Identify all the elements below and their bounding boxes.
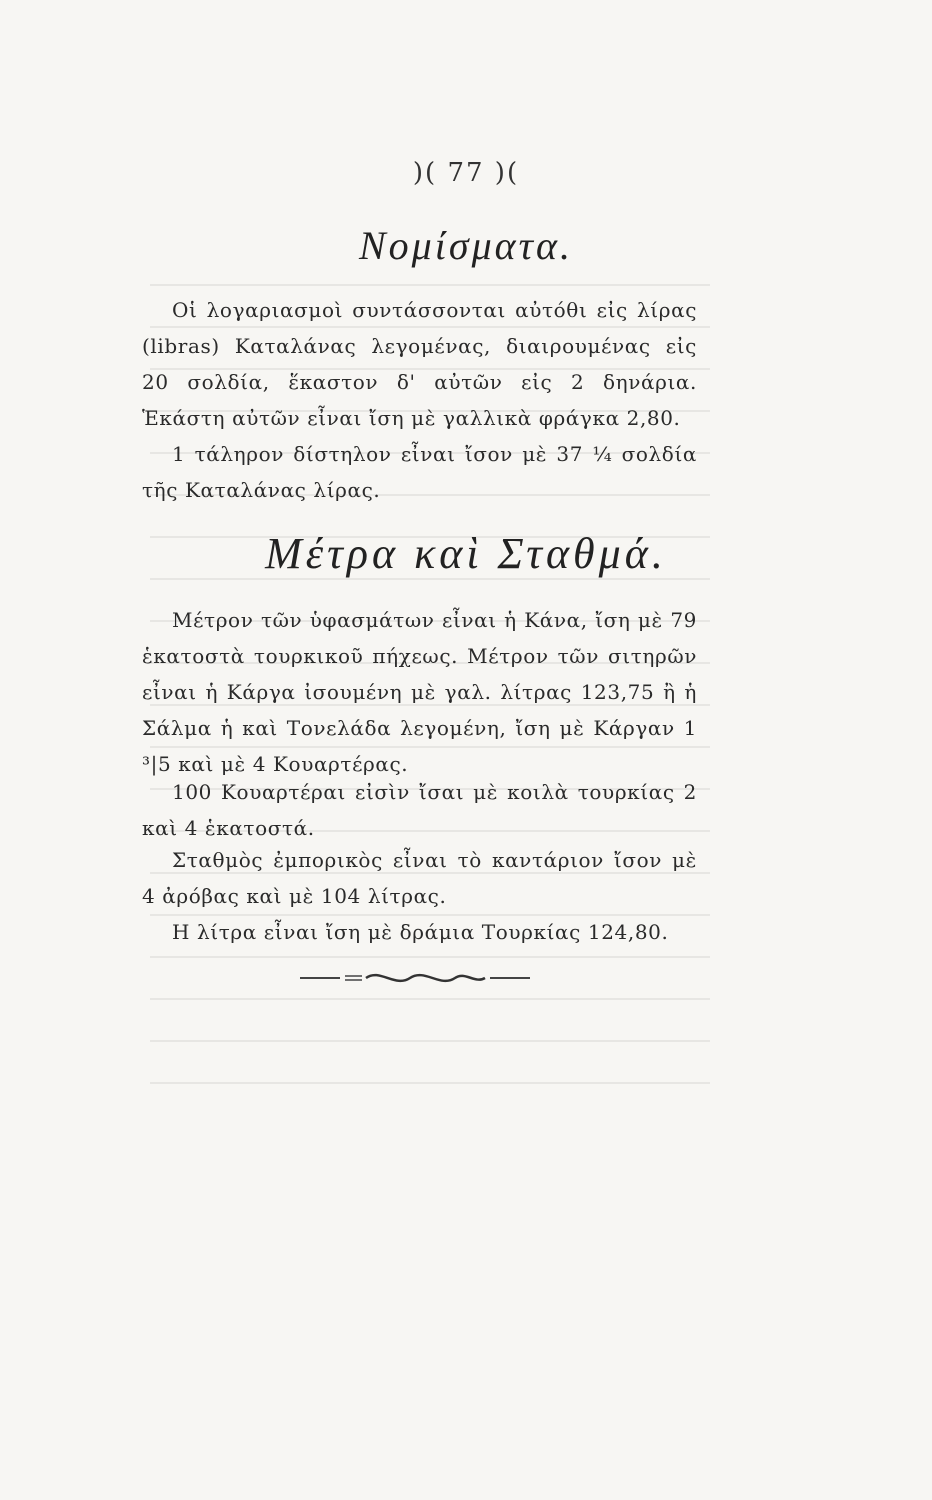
paragraph-coins-taler: 1 τάληρον δίστηλον εἶναι ἴσον μὲ 37 ¼ σολδία τῆς Καταλάνας λίρας. — [142, 442, 697, 502]
section-title-coins: Νομίσματα. — [359, 223, 573, 268]
paragraph-litra: Η λίτρα εἶναι ἴση μὲ δράμια Τουρκίας 124,80. — [172, 920, 669, 944]
section-title-weights-measures: Μέτρα καὶ Σταθμά. — [265, 529, 667, 578]
paragraph-commercial-weight: Σταθμὸς ἐμπορικὸς εἶναι τὸ καντάριον ἴσον μὲ 4 ἀρόβας καὶ μὲ 104 λίτρας. — [142, 848, 697, 908]
paragraph-coins-accounts: Οἱ λογαριασμοὶ συντάσσονται αὐτόθι εἰς λίρας (libras) Καταλάνας λεγομένας, διαιρουμένας εἰς 20 σολδία, ἕκαστον δ' αὐτῶν εἰς 2 δηνάρια. Ἑκάστη αὐτῶν εἶναι ἴση μὲ γαλλικὰ φράγκα 2,80. — [142, 298, 697, 430]
page-number: )( 77 )( — [412, 158, 520, 188]
paragraph-measures-cloth-grain: Μέτρον τῶν ὑφασμάτων εἶναι ἡ Κάνα, ἴση μὲ 79 ἑκατοστὰ τουρκικοῦ πήχεως. Μέτρον τῶν σιτηρῶν εἶναι ἡ Κάργα ἰσουμένη μὲ γαλ. λίτρας 123,75 ἢ ἡ Σάλμα ἡ καὶ Τονελάδα λεγομένη, ἴση μὲ Κάργαν 1 ³|5 καὶ μὲ 4 Κουαρτέρας. — [142, 608, 697, 776]
paragraph-quarteras: 100 Κουαρτέραι εἰσὶν ἴσαι μὲ κοιλὰ τουρκίας 2 καὶ 4 ἑκατοστά. — [142, 780, 697, 840]
ornamental-divider-icon — [300, 966, 530, 990]
